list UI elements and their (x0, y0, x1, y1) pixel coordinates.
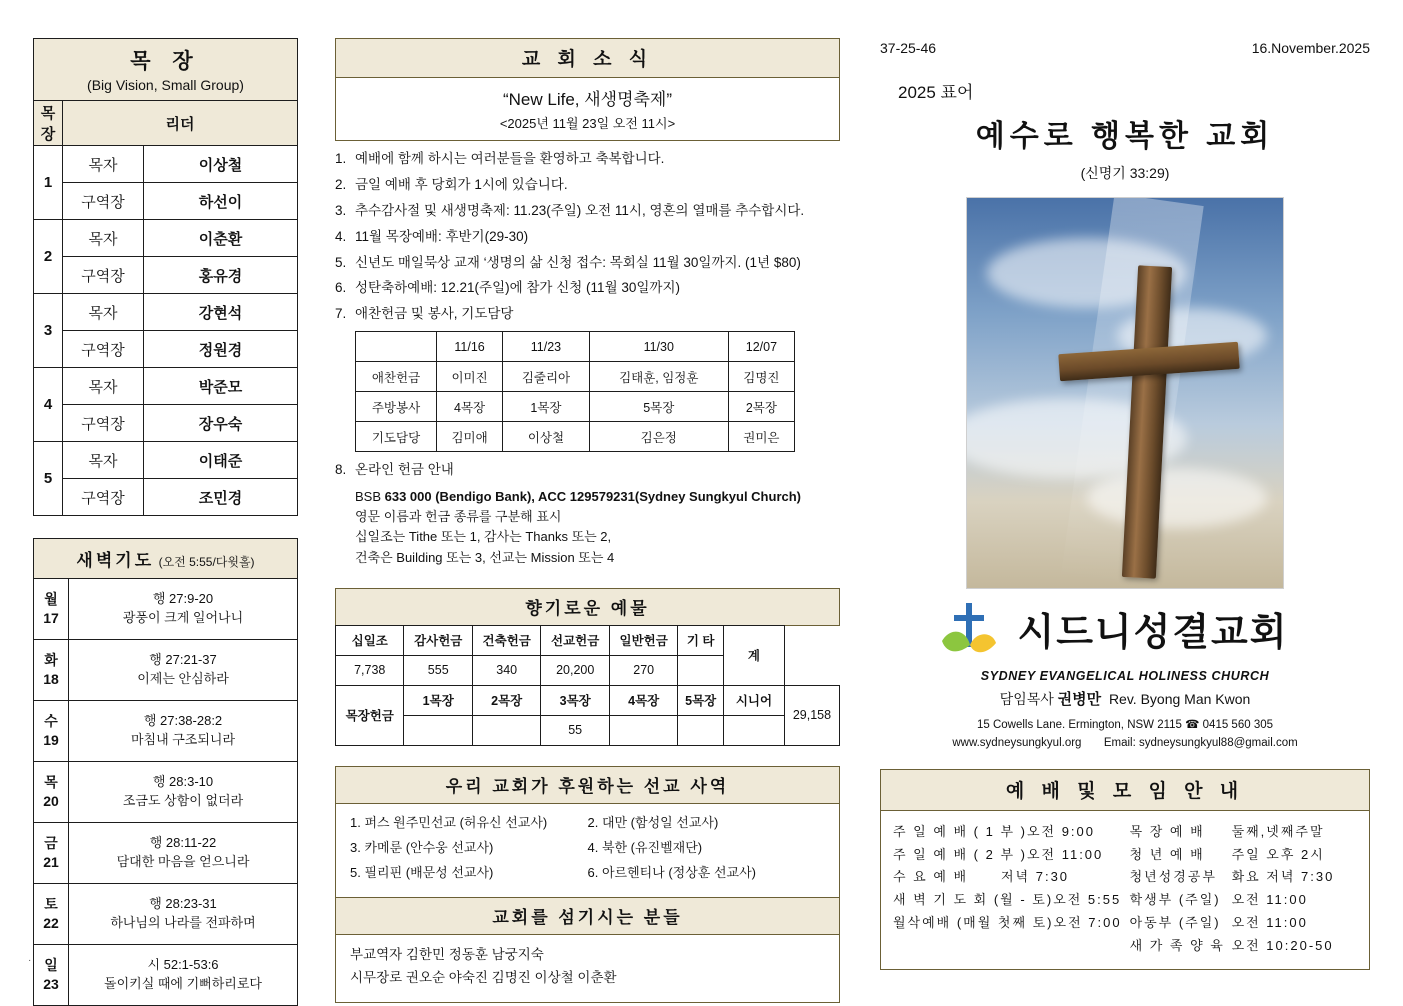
mokjang-offering-head: 3목장 (541, 685, 609, 715)
sched-label: 주방봉사 (356, 392, 437, 422)
dawn-verse: 행 28:3-10 조금도 상함이 없더라 (69, 762, 298, 823)
online-offering-info (355, 487, 840, 568)
church-website[interactable]: www.sydneysungkyul.org (952, 737, 1082, 750)
dawn-day: 토 22 (34, 884, 69, 945)
offering-head: 일반헌금 (609, 625, 677, 655)
table-row (34, 701, 298, 762)
mission-item: 2. 대만 (함성일 선교사) (587, 814, 719, 830)
issue-number: 37-25-46 (880, 40, 937, 56)
dawn-day: 화 18 (34, 640, 69, 701)
church-name-korean: 시드니성결교회 (1017, 612, 1289, 654)
mokjang-name: 이태준 (144, 442, 298, 479)
mokjang-role: 목자 (63, 146, 144, 183)
offering-head: 감사헌금 (404, 625, 472, 655)
offering-value-etc (678, 655, 724, 685)
slogan-reference: (신명기 33:29) (1080, 165, 1170, 181)
mokjang-offering-head: 2목장 (472, 685, 540, 715)
offering-value: 555 (404, 655, 472, 685)
mokjang-role: 구역장 (63, 331, 144, 368)
mokjang-offering-value (723, 715, 784, 745)
mission-title: 우리 교회가 후원하는 선교 사역 (335, 766, 840, 804)
year-slogan-block (880, 78, 1370, 183)
bulletin-header (880, 40, 1370, 56)
church-staff-title: 교회를 섬기시는 분들 (335, 898, 840, 935)
table-row (34, 257, 298, 294)
table-row (34, 884, 298, 945)
list-item: 6. 성탄축하예배: 12.21(주일)에 참가 신청 (11월 30일까지) (335, 280, 680, 296)
dawn-day: 월 17 (34, 579, 69, 640)
sched-cell: 4목장 (437, 392, 503, 422)
offering-value: 270 (609, 655, 677, 685)
mokjang-name: 이상철 (144, 146, 298, 183)
mission-item: 1. 퍼스 원주민선교 (허유신 선교사) (350, 814, 548, 830)
offering-value: 340 (472, 655, 540, 685)
dawn-day: 금 21 (34, 823, 69, 884)
dawn-verse: 행 28:11-22 담대한 마음을 얻으니라 (69, 823, 298, 884)
mokjang-table (33, 100, 298, 516)
page-corner-mark: · (28, 955, 32, 966)
year-label: 2025 표어 (898, 83, 974, 102)
mokjang-role: 목자 (63, 442, 144, 479)
church-logo-icon (936, 601, 1002, 659)
mokjang-name: 장우숙 (144, 405, 298, 442)
sched-cell: 5목장 (589, 392, 728, 422)
offering-title: 향기로운 예물 (335, 588, 840, 626)
offering-head: 선교헌금 (541, 625, 609, 655)
associate-pastors: 부교역자 김한민 정동훈 남궁지숙 (350, 946, 544, 962)
mokjang-offering-head: 4목장 (609, 685, 677, 715)
mokjang-name: 홍유경 (144, 257, 298, 294)
mokjang-name: 박준모 (144, 368, 298, 405)
mission-list (335, 804, 840, 898)
mokjang-role: 목자 (63, 220, 144, 257)
worship-row: 청년성경공부 화요 저녁 7:30 (1129, 869, 1335, 885)
list-item: 3. 추수감사절 및 새생명축제: 11.23(주일) 오전 11시, 영혼의 열매를 추수합시다. (335, 202, 805, 218)
worship-row: 새 벽 기 도 회 (월 - 토)오전 5:55 (893, 892, 1122, 908)
dawn-day: 일 23 (34, 945, 69, 1006)
middle-column (335, 38, 840, 1003)
sched-cell: 이상철 (503, 422, 590, 452)
mission-item: 6. 아르헨티나 (정상훈 선교사) (587, 864, 756, 880)
left-column (33, 38, 298, 1006)
newlife-datetime: <2025년 11월 23일 오전 11시> (499, 116, 676, 131)
sched-cell: 김은정 (589, 422, 728, 452)
table-row (34, 294, 298, 331)
mokjang-subtitle: (Big Vision, Small Group) (87, 77, 244, 93)
church-contact (880, 716, 1370, 753)
mission-row (350, 812, 825, 831)
mokjang-role: 구역장 (63, 405, 144, 442)
dawn-verse: 시 52:1-53:6 돌이키실 때에 기뻐하리로다 (69, 945, 298, 1006)
dawn-day: 목 20 (34, 762, 69, 823)
list-item: 2. 금일 예배 후 당회가 1시에 있습니다. (335, 176, 568, 192)
mokjang-offering-value: 55 (541, 715, 609, 745)
sched-cell: 권미은 (728, 422, 794, 452)
mokjang-offering-value (404, 715, 472, 745)
elders: 시무장로 권오순 야숙진 김명진 이상철 이춘환 (350, 969, 617, 985)
senior-pastor: 담임목사 권병만 Rev. Byong Man Kwon (999, 691, 1251, 708)
mokjang-name: 조민경 (144, 479, 298, 516)
worship-row: 목 장 예 배 둘째,넷째주말 (1129, 823, 1325, 839)
offering-head: 십일조 (336, 625, 404, 655)
sched-head-blank (356, 332, 437, 362)
church-web-email (880, 734, 1370, 752)
mokjang-offering-head: 1목장 (404, 685, 472, 715)
list-item: 7. 애찬헌금 및 봉사, 기도담당 (335, 306, 514, 322)
mokjang-role: 목자 (63, 294, 144, 331)
table-row (34, 405, 298, 442)
mission-row (350, 837, 825, 856)
dawn-verse: 행 27:9-20 광풍이 크게 일어나니 (69, 579, 298, 640)
sched-head-date: 11/30 (589, 332, 728, 362)
church-staff-list (335, 935, 840, 1003)
bank-note-2: 십일조는 Tithe 또는 1, 감사는 Thanks 또는 2, (355, 529, 612, 545)
mokjang-role: 구역장 (63, 479, 144, 516)
mokjang-col-head-no: 목장 (34, 101, 63, 146)
sched-cell: 1목장 (503, 392, 590, 422)
dawn-verse: 행 27:38-28:2 마침내 구조되니라 (69, 701, 298, 762)
list-item: 1. 예배에 함께 하시는 여러분들을 환영하고 축복합니다. (335, 151, 665, 166)
mokjang-no: 1 (34, 146, 63, 220)
cross-photo (966, 197, 1284, 589)
mokjang-name: 이춘환 (144, 220, 298, 257)
mokjang-name: 하선이 (144, 183, 298, 220)
sched-cell: 김태훈, 임정훈 (589, 362, 728, 392)
offering-head-total: 계 (723, 625, 784, 685)
worship-row: 수 요 예 배 저녁 7:30 (893, 869, 1070, 885)
table-header-row (336, 625, 840, 655)
right-column (880, 40, 1370, 970)
mission-item: 4. 북한 (유진벨재단) (587, 839, 703, 855)
table-row (34, 762, 298, 823)
table-row (34, 442, 298, 479)
offering-table (335, 625, 840, 746)
dawn-verse: 행 27:21-37 이제는 안심하라 (69, 640, 298, 701)
dawn-verse: 행 28:23-31 하나님의 나라를 전파하며 (69, 884, 298, 945)
table-header-row (356, 332, 795, 362)
issue-date: 16.November.2025 (1251, 40, 1370, 56)
table-header-row (34, 101, 298, 146)
bank-account-line: BSB 633 000 (Bendigo Bank), ACC 129579231(Sydney Sungkyul Church) (355, 489, 801, 505)
sched-head-date: 11/16 (437, 332, 503, 362)
church-logo-block (880, 601, 1370, 665)
duty-schedule-table (355, 331, 795, 452)
offering-total-value: 29,158 (784, 685, 839, 745)
dawn-day: 수 19 (34, 701, 69, 762)
mokjang-col-head-leader: 리더 (63, 101, 298, 146)
table-row (34, 368, 298, 405)
church-news-title: 교 회 소 식 (335, 38, 840, 78)
worship-row: 새 가 족 양 육 오전 10:20-50 (1129, 937, 1334, 953)
offering-head: 건축헌금 (472, 625, 540, 655)
church-address: 15 Cowells Lane. Ermington, NSW 2115 ☎ 0415 560 305 (976, 719, 1274, 731)
offering-head: 기 타 (678, 625, 724, 655)
worship-row: 주 일 예 배 ( 2 부 )오전 11:00 (893, 846, 1104, 862)
mokjang-role: 목자 (63, 368, 144, 405)
mokjang-title-box (33, 38, 298, 101)
table-row (356, 422, 795, 452)
bank-note-3: 건축은 Building 또는 3, 선교는 Mission 또는 4 (355, 549, 615, 565)
slogan-text: 예수로 행복한 교회 (975, 120, 1275, 153)
dawn-prayer-title: 새벽기도 (76, 551, 155, 570)
table-row (34, 479, 298, 516)
dawn-prayer-table (33, 578, 298, 1006)
mokjang-offering-value (609, 715, 677, 745)
newlife-festival-box (335, 78, 840, 141)
offering-value: 7,738 (336, 655, 404, 685)
worship-row: 학생부 (주일) 오전 11:00 (1129, 892, 1308, 908)
mokjang-name: 정원경 (144, 331, 298, 368)
sched-cell: 김줄리아 (503, 362, 590, 392)
sched-cell: 2목장 (728, 392, 794, 422)
mokjang-role: 구역장 (63, 183, 144, 220)
sched-head-date: 11/23 (503, 332, 590, 362)
worship-row: 월삭예배 (매월 첫째 토)오전 7:00 (893, 914, 1122, 930)
table-row (356, 392, 795, 422)
table-row (34, 183, 298, 220)
mokjang-offering-value (472, 715, 540, 745)
table-row (34, 640, 298, 701)
table-row (356, 362, 795, 392)
mokjang-offering-head: 5목장 (678, 685, 724, 715)
sched-head-date: 12/07 (728, 332, 794, 362)
worship-col-1 (889, 821, 1126, 958)
news-list-continued (335, 461, 840, 480)
mission-row (350, 862, 825, 881)
sched-cell: 이미진 (437, 362, 503, 392)
sched-cell: 김명진 (728, 362, 794, 392)
worship-guide-body (880, 811, 1370, 971)
worship-col-2 (1126, 821, 1339, 958)
mokjang-no: 3 (34, 294, 63, 368)
list-item: 8. 온라인 헌금 안내 (335, 462, 454, 478)
table-row (34, 945, 298, 1006)
bank-note-1: 영문 이름과 헌금 종류를 구분해 표시 (355, 509, 562, 525)
offering-value: 20,200 (541, 655, 609, 685)
newlife-title: “New Life, 새생명축제” (502, 90, 673, 109)
dawn-prayer-title-box (33, 538, 298, 579)
table-row (336, 685, 840, 715)
table-row (34, 579, 298, 640)
mokjang-name: 강현석 (144, 294, 298, 331)
mission-item: 5. 필리핀 (배문성 선교사) (350, 864, 494, 880)
table-row (34, 331, 298, 368)
sched-label: 기도담당 (356, 422, 437, 452)
mokjang-offering-label: 목장헌금 (336, 685, 404, 745)
worship-row: 청 년 예 배 주일 오후 2시 (1129, 846, 1325, 862)
table-row (34, 220, 298, 257)
sched-cell: 김미애 (437, 422, 503, 452)
mokjang-role: 구역장 (63, 257, 144, 294)
worship-row: 주 일 예 배 ( 1 부 )오전 9:00 (893, 823, 1095, 839)
mokjang-no: 4 (34, 368, 63, 442)
table-row (34, 146, 298, 183)
worship-guide-title: 예 배 및 모 임 안 내 (880, 769, 1370, 811)
news-list (335, 150, 840, 324)
list-item: 4. 11월 목장예배: 후반기(29-30) (335, 228, 529, 244)
mokjang-no: 5 (34, 442, 63, 516)
mokjang-offering-head: 시니어 (723, 685, 784, 715)
mokjang-title: 목 장 (130, 50, 201, 73)
sched-label: 애찬헌금 (356, 362, 437, 392)
dawn-prayer-note: (오전 5:55/다윗홀) (158, 555, 255, 569)
table-row (34, 823, 298, 884)
worship-row: 아동부 (주일) 오전 11:00 (1129, 914, 1308, 930)
mission-item: 3. 카메룬 (안수웅 선교사) (350, 839, 494, 855)
mokjang-no: 2 (34, 220, 63, 294)
church-name-english: SYDNEY EVANGELICAL HOLINESS CHURCH (980, 669, 1270, 683)
table-row (336, 715, 840, 745)
mokjang-offering-value (678, 715, 724, 745)
church-email[interactable]: Email: sydneysungkyul88@gmail.com (1103, 737, 1298, 750)
list-item: 5. 신년도 매일묵상 교재 ‘생명의 삶 신청 접수: 목회실 11월 30일까지. (1년 $80) (335, 254, 801, 270)
